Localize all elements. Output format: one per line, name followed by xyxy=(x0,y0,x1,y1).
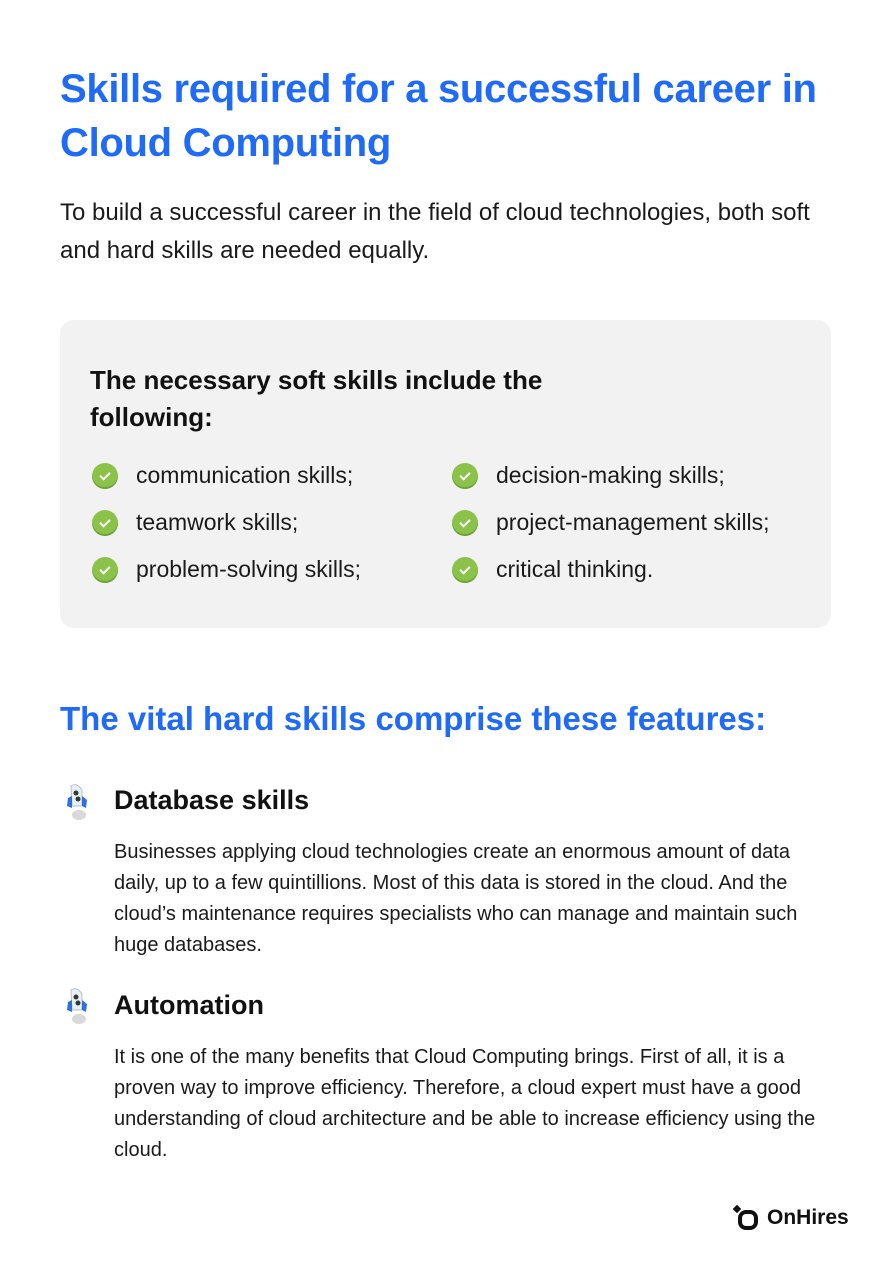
check-icon xyxy=(452,463,478,489)
check-icon xyxy=(92,557,118,583)
skill-label: decision-making skills; xyxy=(496,462,725,488)
rocket-icon xyxy=(62,782,92,822)
soft-skills-card xyxy=(60,320,831,628)
skill-item xyxy=(452,462,725,489)
skill-item xyxy=(452,556,653,583)
hard-skill-title: Automation xyxy=(114,990,264,1020)
skill-item xyxy=(452,509,770,536)
skill-label: critical thinking. xyxy=(496,556,654,582)
soft-skills-heading: The necessary soft skills include the following: xyxy=(90,365,543,432)
intro-text: To build a successful career in the field of cloud technologies, both soft and hard skills are needed equally. xyxy=(60,199,810,264)
skill-item xyxy=(92,462,353,489)
check-icon xyxy=(452,557,478,583)
brand-logo xyxy=(733,1205,849,1231)
page-title: Skills required for a successful career in Cloud Computing xyxy=(60,67,817,165)
check-icon xyxy=(452,510,478,536)
check-icon xyxy=(92,463,118,489)
skill-label: project-management skills; xyxy=(496,509,770,535)
rocket-icon xyxy=(62,986,92,1026)
brand-name: OnHires xyxy=(767,1206,849,1229)
skill-label: communication skills; xyxy=(136,462,354,488)
hard-skill-title: Database skills xyxy=(114,785,310,815)
hard-skill-description: It is one of the many benefits that Cloud Computing brings. First of all, it is a proven way to improve efficiency. Therefore, a cloud expert must have a good understanding of cloud architecture and be able to increase efficiency using the cloud. xyxy=(114,1046,816,1161)
skill-label: teamwork skills; xyxy=(136,509,299,535)
hard-skills-heading: The vital hard skills comprise these features: xyxy=(60,700,767,737)
skill-label: problem-solving skills; xyxy=(136,556,361,582)
hard-skill-description: Businesses applying cloud technologies create an enormous amount of data daily, up to a few quintillions. Most of this data is stored in the cloud. And the cloud’s maintenance requires specialists who can manage and maintain such huge databases. xyxy=(114,841,798,956)
skill-item xyxy=(92,556,361,583)
check-icon xyxy=(92,510,118,536)
skill-item xyxy=(92,509,298,536)
onhires-logo-icon xyxy=(733,1205,761,1231)
